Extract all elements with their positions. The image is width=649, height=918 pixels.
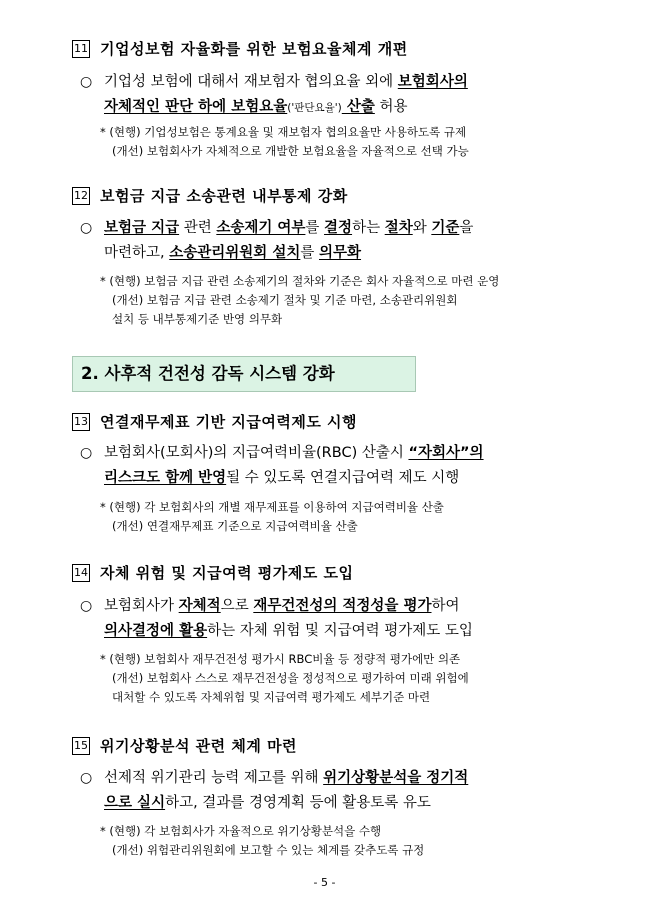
section-notes <box>100 498 590 536</box>
section-number: 13 <box>72 413 90 431</box>
note-improved-cont: 대처할 수 있도록 자체위험 및 지급여력 평가제도 세부기준 마련 <box>112 690 431 704</box>
section-heading-13 <box>72 411 357 432</box>
chapter-header <box>72 356 416 392</box>
section-title: 연결재무제표 기반 지급여력제도 시행 <box>100 413 358 431</box>
section-notes <box>100 272 590 329</box>
section-notes <box>100 822 590 860</box>
bullet-marker: ○ <box>80 598 93 614</box>
note-improved: (개선) 연결재무제표 기준으로 지급여력비율 산출 <box>112 519 358 533</box>
section-heading-15 <box>72 735 297 756</box>
note-current: * (현행) 각 보험회사의 개별 재무제표를 이용하여 지급여력비율 산출 <box>100 500 444 514</box>
note-improved: (개선) 보험회사 스스로 재무건전성을 정성적으로 평가하여 미래 위험에 <box>112 671 469 685</box>
note-current: * (현행) 보험금 지급 관련 소송제기의 절차와 기준은 회사 자율적으로 마련 운영 <box>100 274 500 288</box>
section-number: 12 <box>72 187 90 205</box>
section-title: 보험금 지급 소송관련 내부통제 강화 <box>100 187 348 205</box>
section-heading-12 <box>72 185 348 206</box>
note-improved: (개선) 위험관리위원회에 보고할 수 있는 체계를 갖추도록 규정 <box>112 843 425 857</box>
section-title: 위기상황분석 관련 체계 마련 <box>100 737 298 755</box>
chapter-title: 2. 사후적 건전성 감독 시스템 강화 <box>81 364 335 383</box>
section-number: 11 <box>72 40 90 58</box>
bullet-marker: ○ <box>80 220 93 236</box>
section-notes <box>100 650 590 707</box>
bullet-marker: ○ <box>80 74 93 90</box>
note-current: * (현행) 보험회사 재무건전성 평가시 RBC비율 등 정량적 평가에만 의존 <box>100 652 461 666</box>
section-title: 기업성보험 자율화를 위한 보험요율체계 개편 <box>100 40 408 58</box>
document-page: 11 기업성보험 자율화를 위한 보험요율체계 개편 ○ 기업성 보험에 대해서 재보험자 협의요율 외에 보험회사의 자체적인 판단 하에 보험요율('판단요율') 산출 허용 * (현행) 기업성보험은 통계요율 및 재보험자 협의요율만 사용하도록 규제 (개선) 보험회사가 자체적으로 개발한 보험요율을 자율적으로 선택 가능 12 보험금 지급 소송관련 내부통제 강화 ○ 보험금 지급 관련 소송제기 여부를 결정하는 절차와 기준을 마련하고, 소송관리위원회 설치를 의무화 * (현행) 보험금 지급 관련 소송제기의 절차와 기준은 회사 자율적으로 마련 운영 (개선) 보험금 지급 관련 소송제기 절차 및 기준 마련, 소송관리위원회 설치 등 내부통제기준 반영 의무화 2. 사후적 건전성 감독 시스템 강화 13 연결재무제표 기반 지급여력제도 시행 ○ 보험회사(모회사)의 지급여력비율(RBC) 산출시 “자회사”의 리스크도 함께 반영될 수 있도록 연결지급여력 제도 시행 * (현행) 각 보험회사의 개별 재무제표를 이용하여 지급여력비율 산출 (개선) 연결재무제표 기준으로 지급여력비율 산출 14 자체 위험 및 지급여력 평가제도 도입 ○ 보험회사가 자체적으로 재무건전성의 적정성을 평가하여 의사결정에 활용하는 자체 위험 및 지급여력 평가제도 도입 * (현행) 보험회사 재무건전성 평가시 RBC비율 등 정량적 평가에만 의존 (개선) 보험회사 스스로 재무건전성을 정성적으로 평가하여 미래 위험에 대처할 수 있도록 자체위험 및 지급여력 평가제도 세부기준 마련 15 위기상황분석 관련 체계 마련 ○ 선제적 위기관리 능력 제고를 위해 위기상황분석을 정기적 으로 실시하고, 결과를 경영계획 등에 활용토록 유도 * (현행) 각 보험회사가 자율적으로 위기상황분석을 수행 (개선) 위험관리위원회에 보고할 수 있는 체계를 갖추도록 규정 - 5 - <box>0 0 649 918</box>
bullet-marker: ○ <box>80 445 93 461</box>
note-current: * (현행) 기업성보험은 통계요율 및 재보험자 협의요율만 사용하도록 규제 <box>100 125 467 139</box>
section-number: 14 <box>72 564 90 582</box>
note-improved: (개선) 보험회사가 자체적으로 개발한 보험요율을 자율적으로 선택 가능 <box>112 144 469 158</box>
note-improved-cont: 설치 등 내부통제기준 반영 의무화 <box>112 312 283 326</box>
section-heading-14 <box>72 562 353 583</box>
section-notes <box>100 123 590 161</box>
bullet-marker: ○ <box>80 770 93 786</box>
page-number: - 5 - <box>313 876 336 889</box>
section-number: 15 <box>72 737 90 755</box>
note-improved: (개선) 보험금 지급 관련 소송제기 절차 및 기준 마련, 소송관리위원회 <box>112 293 458 307</box>
note-current: * (현행) 각 보험회사가 자율적으로 위기상황분석을 수행 <box>100 824 382 838</box>
section-heading-11 <box>72 38 408 59</box>
section-title: 자체 위험 및 지급여력 평가제도 도입 <box>100 564 354 582</box>
